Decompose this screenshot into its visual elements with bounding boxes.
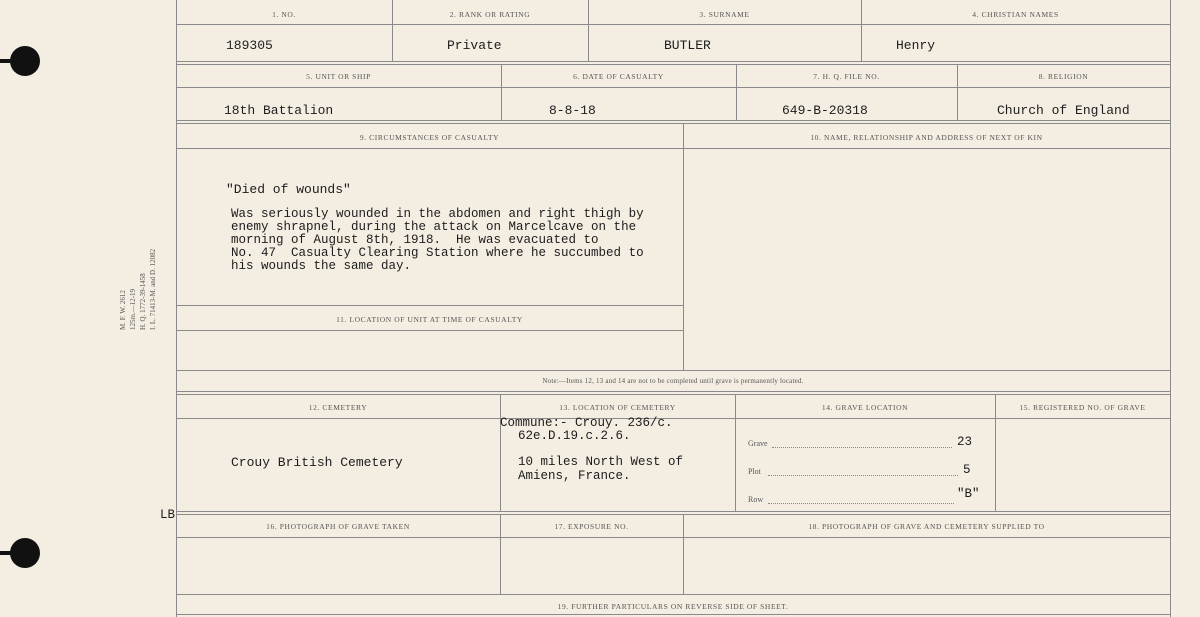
label-location-of-unit: 11. LOCATION OF UNIT AT TIME OF CASUALTY	[336, 315, 523, 324]
label-photo-supplied: 18. PHOTOGRAPH OF GRAVE AND CEMETERY SUPPLIED TO	[808, 522, 1045, 531]
circumstances-heading: "Died of wounds"	[226, 182, 351, 197]
plot-number: 5	[963, 463, 971, 477]
row-letter: "B"	[957, 487, 980, 501]
cemetery-map-ref: 62e.D.19.c.2.6.	[518, 429, 631, 443]
cemetery-location-1: 10 miles North West of	[518, 455, 684, 469]
label-further-particulars: 19. FURTHER PARTICULARS ON REVERSE SIDE OF SHEET.	[557, 602, 789, 611]
label-unit: 5. UNIT OR SHIP	[306, 72, 371, 81]
lb-mark: LB	[160, 508, 176, 522]
cemetery-location-2: Amiens, France.	[518, 469, 631, 483]
service-number: 189305	[226, 38, 273, 53]
label-date-of-casualty: 6. DATE OF CASUALTY	[573, 72, 664, 81]
grave-label: Grave	[748, 439, 768, 448]
label-registered-no: 15. REGISTERED NO. OF GRAVE	[1019, 403, 1146, 412]
christian-names: Henry	[896, 38, 936, 53]
label-circumstances: 9. CIRCUMSTANCES OF CASUALTY	[359, 133, 500, 142]
date-of-casualty: 8-8-18	[549, 103, 596, 118]
circumstances-body: Was seriously wounded in the abdomen and right thigh by enemy shrapnel, during the attack on Marcelcave on the morning of August 8th, 1918. He was evacuated to No. 47 Casualty Clearing Station where he succumbed to his wounds the same day.	[231, 207, 644, 273]
label-christian-names: 4. CHRISTIAN NAMES	[972, 10, 1059, 19]
grave-number: 23	[957, 435, 973, 449]
punch-hole-top	[10, 46, 40, 76]
note-items: Note:—Items 12, 13 and 14 are not to be completed until grave is permanently located.	[542, 377, 804, 385]
label-next-of-kin: 10. NAME, RELATIONSHIP AND ADDRESS OF NEXT OF KIN	[810, 133, 1043, 142]
label-hq-file: 7. H. Q. FILE NO.	[813, 72, 880, 81]
punch-hole-bottom	[10, 538, 40, 568]
label-cemetery: 12. CEMETERY	[308, 403, 368, 412]
label-grave-location: 14. GRAVE LOCATION	[821, 403, 909, 412]
label-surname: 3. SURNAME	[699, 10, 750, 19]
plot-label: Plot	[748, 467, 761, 476]
cemetery-name: Crouy British Cemetery	[231, 455, 403, 470]
side-print: M. F. W. 2612 125m.—12-19 H. Q. 1772-39-1458 I. L. 71413-M. and D. 12082	[119, 248, 157, 330]
rank: Private	[447, 38, 502, 53]
label-rank: 2. RANK OR RATING	[449, 10, 531, 19]
row-label: Row	[748, 495, 764, 504]
surname: BUTLER	[664, 38, 711, 53]
unit: 18th Battalion	[224, 103, 334, 118]
hq-file-number: 649-B-20318	[782, 103, 868, 118]
cemetery-commune: Commune:- Crouy. 236/c.	[500, 416, 673, 430]
religion: Church of England	[997, 103, 1130, 118]
label-photo-taken: 16. PHOTOGRAPH OF GRAVE TAKEN	[266, 522, 410, 531]
label-religion: 8. RELIGION	[1038, 72, 1089, 81]
label-exposure-no: 17. EXPOSURE NO.	[554, 522, 629, 531]
label-no: 1. NO.	[272, 10, 296, 19]
label-location-of-cemetery: 13. LOCATION OF CEMETERY	[559, 403, 676, 412]
